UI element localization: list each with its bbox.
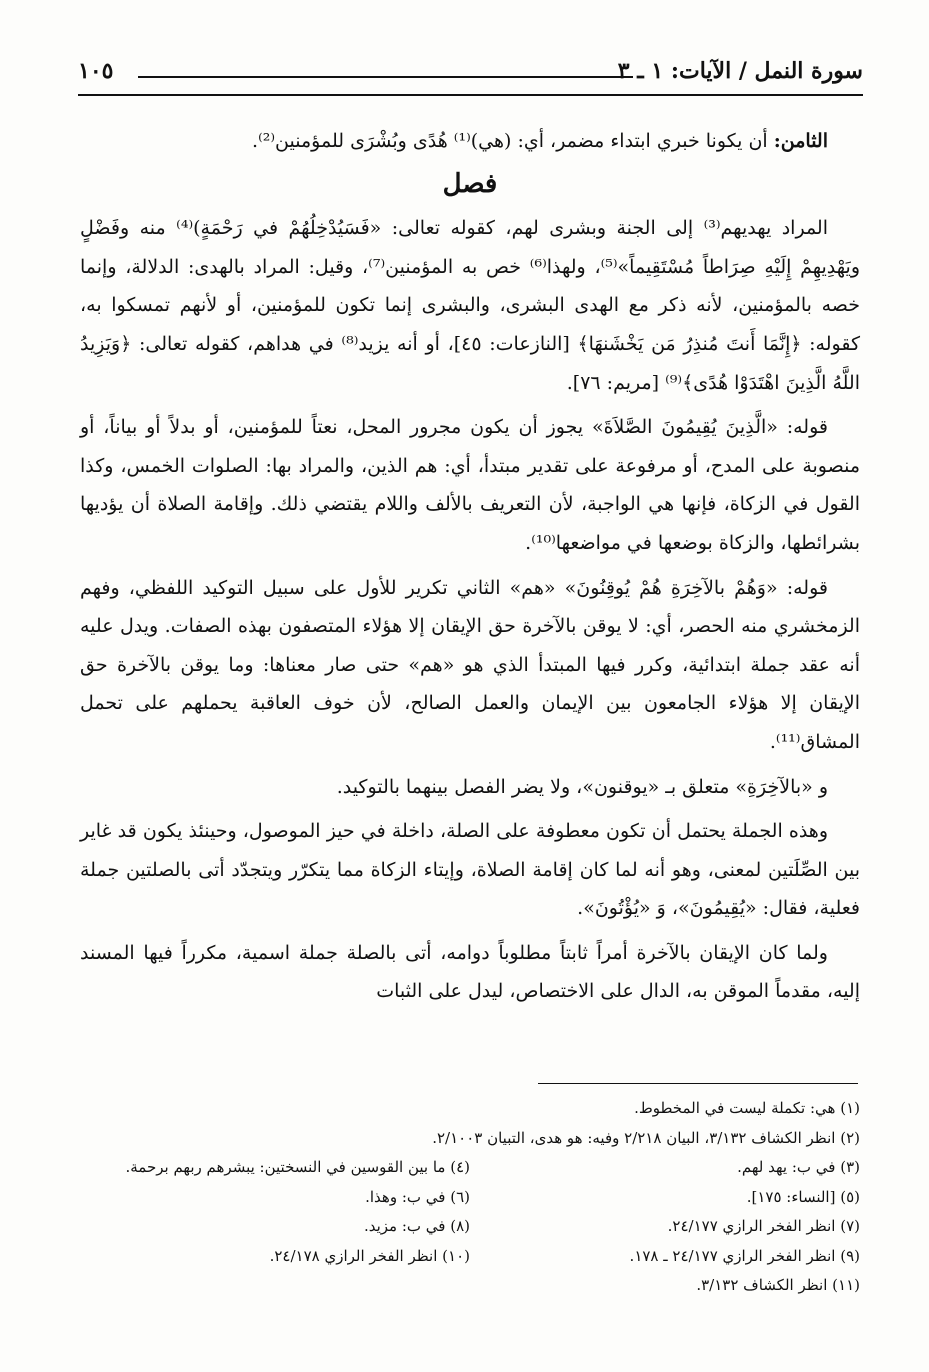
footnote-7: (٧) انظر الفخر الرازي ٢٤/١٧٧. (667, 1217, 860, 1235)
running-header (78, 56, 863, 96)
paragraph-4: قوله: «وَهُمْ بالآخِرَةِ هُمْ يُوقِنُونَ» «هم» الثاني تكرير للأول على سبيل التوكيد اللفظي، وفهم الزمخشري منه الحصر، أي: لا يوقن بالآخرة حق الإيقان إلا هؤلاء المتصفون بهذه الصفات. ويدل عليه أنه عقد جملة ابتدائية، وكرر فيها المبتدأ الذي هو «هم» حتى صار معناها: وما يوقن بالآخرة حق الإيقان إلا هؤلاء الجامعون بين الإيمان والعمل الصالح، لأن خوف العاقبة يحملهم على تحمل المشاق⁽¹¹⁾. (80, 576, 860, 753)
paragraph-1 (80, 122, 860, 161)
header-bottom-rule (78, 94, 863, 96)
paragraph-2: المراد يهديهم⁽³⁾ إلى الجنة وبشرى لهم، كقوله تعالى: «فَسَيُدْخِلُهُمْ في رَحْمَةٍ)⁽⁴⁾ منه وفَضْلٍ ويَهْدِيهِمْ إِلَيْهِ صِرَاطاً مُسْتَقِيماً»⁽⁵⁾، ولهذا⁽⁶⁾ خص به المؤمنين⁽⁷⁾، وقيل: المراد بالهدى: الدلالة، وإنما خصه بالمؤمنين، لأنه ذكر مع الهدى البشرى، والبشرى إنما تكون للمؤمنين، أو لأنهم تمسكوا به، كقوله: ﴿إِنَّمَا أَنتَ مُنذِرُ مَن يَخْشَنهَا﴾ [النازعات: ٤٥]، أو أنه يزيد⁽⁸⁾ في هداهم، كقوله تعالى: ﴿وَيَزِيدُ اللَّهُ الَّذِينَ اهْتَدَوْا هُدًى﴾⁽⁹⁾ [مريم: ٧٦]. (80, 217, 861, 394)
paragraph-1-text: أن يكونا خبري ابتداء مضمر، أي: (هي)⁽¹⁾ هُدًى وبُشْرَى للمؤمنين⁽²⁾. (252, 130, 768, 152)
page-number: ١٠٥ (78, 58, 114, 84)
footnotes (80, 1094, 860, 1301)
footnote-8: (٨) في ب: مزيد. (363, 1217, 470, 1235)
footnote-separator (538, 1083, 858, 1084)
paragraph-7: ولما كان الإيقان بالآخرة أمراً ثابتاً مطلوباً دوامه، أتى بالصلة جملة اسمية، مكرراً فيها المسند إليه، مقدماً الموقن به، الدال على الاختصاص، ليدل على الثبات (80, 941, 860, 1003)
paragraph-5: و «بالآخِرَةِ» متعلق بـ «يوقنون»، ولا يضر الفصل بينهما بالتوكيد. (336, 775, 828, 798)
header-rule (138, 76, 633, 78)
footnote-4: (٤) ما بين القوسين في النسختين: يبشرهم ربهم برحمة. (125, 1158, 470, 1176)
footnote-3: (٣) في ب: يهد لهم. (737, 1158, 860, 1176)
footnote-2: (٢) انظر الكشاف ٣/١٣٢، البيان ٢/٢١٨ وفيه: هو هدى، التبيان ٢/١٠٠٣. (432, 1128, 860, 1147)
footnote-9: (٩) انظر الفخر الرازي ٢٤/١٧٧ ـ ١٧٨. (629, 1246, 860, 1265)
footnote-10: (١٠) انظر الفخر الرازي ٢٤/١٧٨. (269, 1246, 470, 1265)
paragraph-6: وهذه الجملة يحتمل أن تكون معطوفة على الصلة، داخلة في حيز الموصول، وحينئذ يكون قد غاير بين الصِّلَتين لمعنى، وهو أنه لما كان إقامة الصلاة، وإيتاء الزكاة مما يتكرّر ويتجدّد أتى بالصلتين جملة فعلية، فقال: «يُقِيمُونَ»، وَ «يُؤْتُونَ». (80, 820, 860, 920)
paragraph-1-label: الثامن: (773, 130, 828, 152)
footnote-11: (١١) انظر الكشاف ٣/١٣٢. (696, 1276, 860, 1294)
footnote-5: (٥) [النساء: ١٧٥]. (746, 1187, 860, 1206)
main-text (80, 122, 860, 1011)
paragraph-3: قوله: «الَّذِينَ يُقِيمُونَ الصَّلاَةَ» يجوز أن يكون مجرور المحل، نعتاً للمؤمنين، أو بدلاً أو بياناً، أو منصوبة على المدح، أو مرفوعة على تقدير مبتدأ، أي: هم الذين، والمراد بها: الصلوات الخمس، وكذا القول في الزكاة، فإنها هي الواجبة، لأن التعريف بالألف واللام يقتضي ذلك. وإقامة الصلاة أن يؤديها بشرائطها، والزكاة بوضعها في مواضعها⁽¹⁰⁾. (80, 416, 860, 554)
footnote-1: (١) هي: تكملة ليست في المخطوط. (634, 1099, 860, 1117)
footnote-6: (٦) في ب: وهذا. (365, 1187, 470, 1206)
section-heading: فصل (442, 168, 498, 199)
surah-title: سورة النمل / الآيات: ١ ـ ٣ (617, 58, 863, 84)
